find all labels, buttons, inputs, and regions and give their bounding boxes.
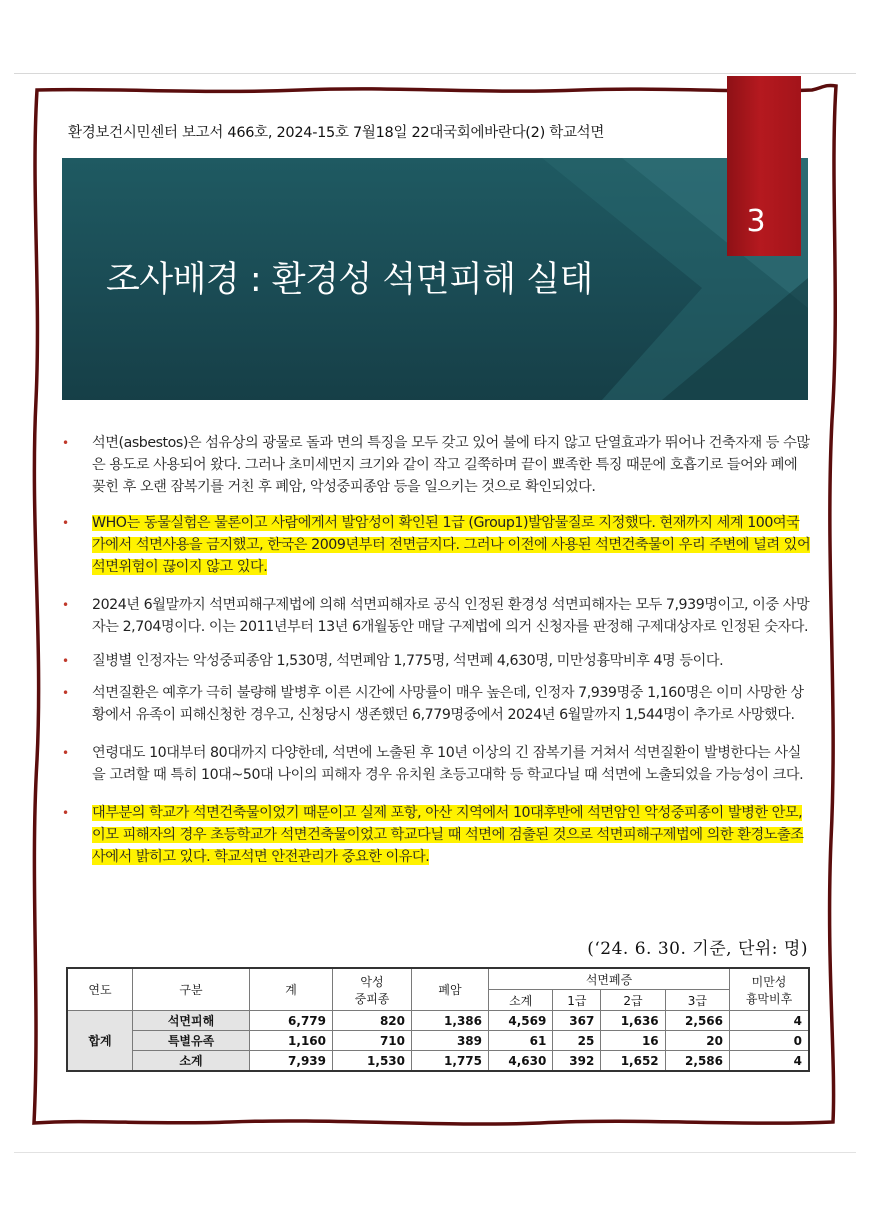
col-header-lung-cancer: 폐암 (412, 968, 489, 1011)
bullet-text: 석면질환은 예후가 극히 불량해 발병후 이른 시간에 사망률이 매우 높은데, 인정자 7,939명중 1,160명은 이미 사망한 상황에서 유족이 피해신청한 경우고, 신청당시 생존했던 6,779명중에서 2024년 6월말까지 1,544명이 추가로 사망했다. (92, 685, 804, 723)
cell: 389 (412, 1031, 489, 1051)
table-row (67, 1031, 809, 1051)
cell: 367 (553, 1011, 601, 1031)
col-header-meso-line1: 악성 (360, 974, 384, 989)
row-label: 석면피해 (133, 1011, 250, 1031)
cell: 1,160 (250, 1031, 333, 1051)
cell: 4 (730, 1011, 810, 1031)
col-header-asbestosis: 석면폐증 (489, 968, 730, 990)
col-header-pleural-line1: 미만성 (751, 974, 787, 989)
cell: 1,386 (412, 1011, 489, 1031)
bullet-icon: • (62, 806, 69, 820)
col-header-grade2: 2급 (601, 990, 665, 1011)
row-label: 특별유족 (133, 1031, 250, 1051)
col-header-year: 연도 (67, 968, 133, 1011)
cell: 820 (333, 1011, 412, 1031)
col-header-meso-line2: 중피종 (354, 991, 390, 1006)
col-header-category: 구분 (133, 968, 250, 1011)
col-header-subtotal: 소계 (489, 990, 553, 1011)
bullet-item (62, 432, 812, 498)
bullet-text-highlighted: 대부분의 학교가 석면건축물이었기 때문이고 실제 포항, 아산 지역에서 10대후반에 석면암인 악성중피종이 발병한 안모, 이모 피해자의 경우 초등학교가 석면건축물이었고 학교다닐 때 석면에 검출된 것으로 석면피해구제법에 의한 환경노출조사에서 밝히고 있다. 학교석면 안전관리가 중요한 이유다. (92, 805, 804, 865)
cell: 4,569 (489, 1011, 553, 1031)
cell: 61 (489, 1031, 553, 1051)
cell: 0 (730, 1031, 810, 1051)
report-header: 환경보건시민센터 보고서 466호, 2024-15호 7월18일 22대국회에바란다(2) 학교석면 (68, 125, 605, 141)
table-row (67, 1011, 809, 1031)
cell: 2,566 (665, 1011, 729, 1031)
bullet-item (62, 682, 812, 726)
bullet-item (62, 802, 812, 868)
bullet-text: 2024년 6월말까지 석면피해구제법에 의해 석면피해자로 공식 인정된 환경성 석면피해자는 모두 7,939명이고, 이중 사망자는 2,704명이다. 이는 2011년부터 13년 6개월동안 매달 구제법에 의거 신청자를 판정해 구제대상자로 인정된 숫자다. (92, 597, 810, 635)
cell: 710 (333, 1031, 412, 1051)
bullet-icon: • (62, 436, 69, 450)
bullet-item (62, 512, 812, 578)
col-header-grade3: 3급 (665, 990, 729, 1011)
cell: 392 (553, 1051, 601, 1072)
slide-banner (62, 158, 808, 400)
bullet-icon: • (62, 686, 69, 700)
bullet-icon: • (62, 654, 69, 668)
bullet-item (62, 742, 812, 786)
bullet-text-highlighted: WHO는 동물실험은 물론이고 사람에게서 발암성이 확인된 1급 (Group1)발암물질로 지정했다. 현재까지 세계 100여국가에서 석면사용을 금지했고, 한국은 2009년부터 전면금지다. 그러나 이전에 사용된 석면건축물이 우리 주변에 널려 있어 석면위험이 끊이지 않고 있다. (92, 515, 811, 575)
cell: 1,775 (412, 1051, 489, 1072)
col-header-pleural (730, 968, 810, 1011)
cell: 20 (665, 1031, 729, 1051)
page-number: 3 (746, 204, 766, 239)
cell: 25 (553, 1031, 601, 1051)
bullet-list (62, 432, 812, 868)
cell: 6,779 (250, 1011, 333, 1031)
bullet-item (62, 594, 812, 638)
bullet-text: 석면(asbestos)은 섬유상의 광물로 돌과 면의 특징을 모두 갖고 있어 불에 타지 않고 단열효과가 뛰어나 건축자재 등 수많은 용도로 사용되어 왔다. 그러나 초미세먼지 크기와 같이 작고 길쭉하며 끝이 뾰족한 특징 때문에 호흡기로 들어와 폐에 꽂힌 후 오랜 잠복기를 거친 후 폐암, 악성중피종암 등을 일으키는 것으로 확인되었다. (92, 435, 810, 495)
cell: 1,636 (601, 1011, 665, 1031)
bullet-text: 질병별 인정자는 악성중피종암 1,530명, 석면폐암 1,775명, 석면폐 4,630명, 미만성흉막비후 4명 등이다. (92, 653, 724, 669)
col-header-pleural-line2: 흉막비후 (745, 991, 793, 1006)
bullet-icon: • (62, 746, 69, 760)
row-group-label: 합계 (67, 1011, 133, 1072)
bullet-text: 연령대도 10대부터 80대까지 다양한데, 석면에 노출된 후 10년 이상의 긴 잠복기를 거쳐서 석면질환이 발병한다는 사실을 고려할 때 특히 10대~50대 나이의 피해자 경우 유치원 초등고대학 등 학교다닐 때 석면에 노출되었을 가능성이 크다. (92, 745, 804, 783)
cell: 1,652 (601, 1051, 665, 1072)
row-label: 소계 (133, 1051, 250, 1072)
cell: 7,939 (250, 1051, 333, 1072)
cell: 1,530 (333, 1051, 412, 1072)
cell: 4,630 (489, 1051, 553, 1072)
bullet-icon: • (62, 516, 69, 530)
slide-title: 조사배경 : 환경성 석면피해 실태 (106, 260, 593, 300)
table-row (67, 1051, 809, 1072)
cell: 4 (730, 1051, 810, 1072)
col-header-total: 계 (250, 968, 333, 1011)
bullet-icon: • (62, 598, 69, 612)
cell: 16 (601, 1031, 665, 1051)
col-header-grade1: 1급 (553, 990, 601, 1011)
bullet-item (62, 650, 812, 672)
table-unit-note: (‘24. 6. 30. 기준, 단위: 명) (587, 939, 808, 959)
victims-stats-table (66, 967, 810, 1072)
cell: 2,586 (665, 1051, 729, 1072)
col-header-mesothelioma (333, 968, 412, 1011)
